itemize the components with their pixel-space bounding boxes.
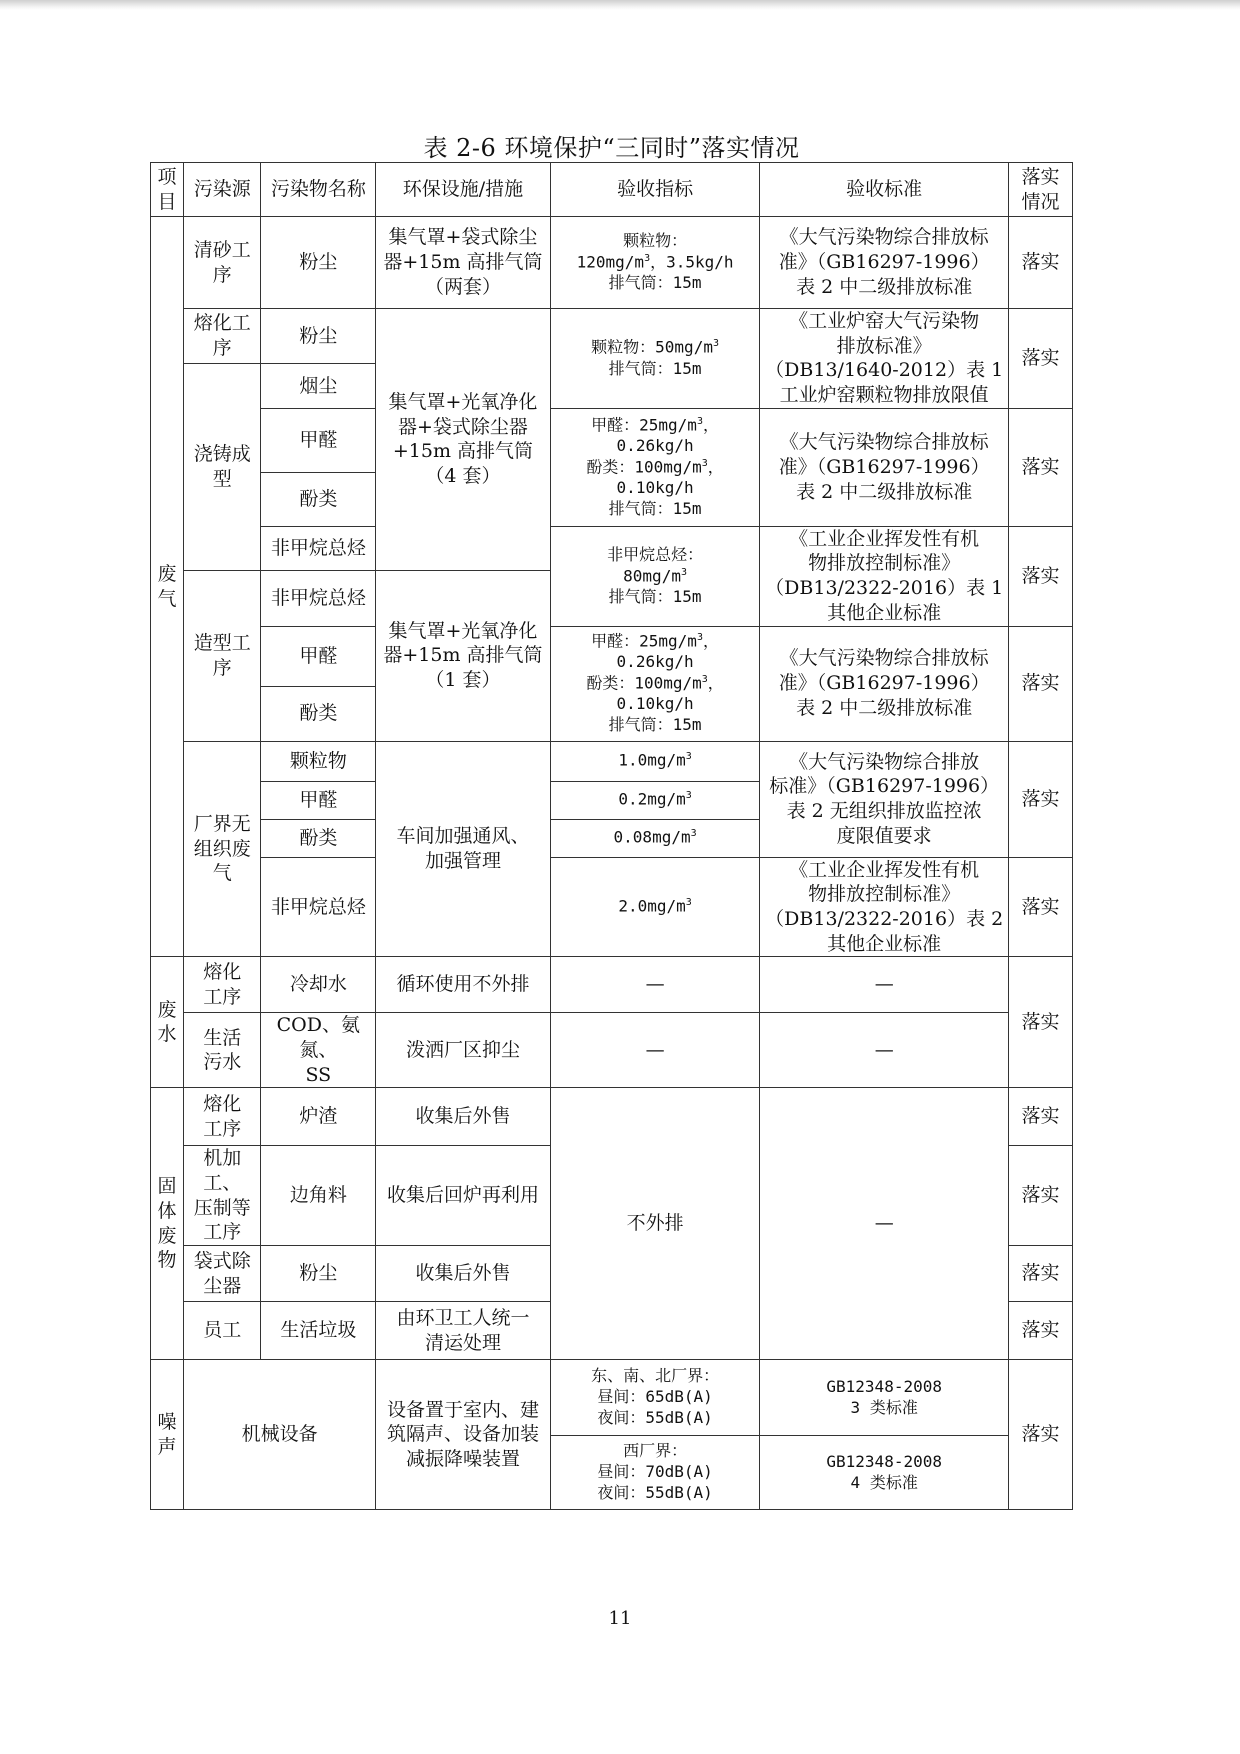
pollutant-cell: 烟尘 bbox=[261, 364, 376, 409]
indicator-cell: 颗粒物：$50mg/m^3$ 排气筒：15m bbox=[550, 309, 760, 409]
pollutant-cell: 粉尘 bbox=[261, 217, 376, 309]
facility-cell: 集气罩+光氧净化 器+袋式除尘器 +15m 高排气筒 （4 套） bbox=[376, 309, 550, 571]
pollutant-cell: 酚类 bbox=[261, 472, 376, 526]
pollutant-cell: 粉尘 bbox=[261, 1246, 376, 1302]
pollutant-cell: COD、氨氮、 SS bbox=[261, 1013, 376, 1088]
facility-cell: 收集后回炉再利用 bbox=[376, 1146, 550, 1246]
header-facility: 环保设施/措施 bbox=[376, 163, 550, 217]
facility-cell: 设备置于室内、建 筑隔声、设备加装 减振降噪装置 bbox=[376, 1360, 550, 1510]
pollutant-cell: 颗粒物 bbox=[261, 741, 376, 781]
status-cell: 落实 bbox=[1008, 1360, 1072, 1510]
standard-cell: 《大气污染物综合排放标 准》（GB16297-1996） 表 2 中二级排放标准 bbox=[760, 217, 1008, 309]
standard-cell: 《工业企业挥发性有机 物排放控制标准》 （DB13/2322-2016）表 2 其他企业标准 bbox=[760, 857, 1008, 957]
standard-cell: 《工业企业挥发性有机 物排放控制标准》 （DB13/2322-2016）表 1 其他企业标准 bbox=[760, 526, 1008, 626]
header-pollutant: 污染物名称 bbox=[261, 163, 376, 217]
pollutant-cell: 粉尘 bbox=[261, 309, 376, 364]
table-row bbox=[151, 1360, 1073, 1436]
pollutant-cell: 甲醛 bbox=[261, 408, 376, 472]
indicator-cell: 甲醛：$25mg/m^3$， 0.26kg/h 酚类：$100mg/m^3$， 0.10kg/h 排气筒：15m bbox=[550, 626, 760, 741]
table-row bbox=[151, 857, 1073, 957]
source-cell: 浇铸成 型 bbox=[184, 364, 261, 571]
category-water: 废水 bbox=[151, 957, 184, 1088]
source-cell: 员工 bbox=[184, 1302, 261, 1360]
facility-cell: 泼洒厂区抑尘 bbox=[376, 1013, 550, 1088]
status-cell: 落实 bbox=[1008, 309, 1072, 409]
standard-cell: — bbox=[760, 1088, 1008, 1360]
header-status: 落实 情况 bbox=[1008, 163, 1072, 217]
page-number: 11 bbox=[608, 1608, 632, 1629]
header-indicator: 验收指标 bbox=[550, 163, 760, 217]
source-cell: 机械设备 bbox=[184, 1360, 376, 1510]
pollutant-cell: 酚类 bbox=[261, 819, 376, 857]
table-row bbox=[151, 1013, 1073, 1088]
standard-cell: 《工业炉窑大气污染物 排放标准》 （DB13/1640-2012）表 1 工业炉窑颗粒物排放限值 bbox=[760, 309, 1008, 409]
indicator-cell: 东、南、北厂界： 昼间：65dB(A) 夜间：55dB(A) bbox=[550, 1360, 760, 1436]
category-noise: 噪声 bbox=[151, 1360, 184, 1510]
standard-cell: 《大气污染物综合排放 标准》（GB16297-1996） 表 2 无组织排放监控浓 度限值要求 bbox=[760, 741, 1008, 857]
acceptance-table bbox=[150, 162, 1073, 1510]
header-source: 污染源 bbox=[184, 163, 261, 217]
scan-edge bbox=[0, 0, 1240, 10]
facility-cell: 集气罩+袋式除尘 器+15m 高排气筒 （两套） bbox=[376, 217, 550, 309]
source-cell: 厂界无 组织废 气 bbox=[184, 741, 261, 957]
header-item: 项 目 bbox=[151, 163, 184, 217]
standard-cell: 《大气污染物综合排放标 准》（GB16297-1996） 表 2 中二级排放标准 bbox=[760, 408, 1008, 526]
pollutant-cell: 冷却水 bbox=[261, 957, 376, 1013]
facility-cell: 收集后外售 bbox=[376, 1088, 550, 1146]
pollutant-cell: 非甲烷总烃 bbox=[261, 526, 376, 570]
table-row bbox=[151, 408, 1073, 472]
standard-cell: — bbox=[760, 957, 1008, 1013]
pollutant-cell: 炉渣 bbox=[261, 1088, 376, 1146]
status-cell: 落实 bbox=[1008, 957, 1072, 1088]
indicator-cell: 颗粒物： $120mg/m^3$，3.5kg/h 排气筒：15m bbox=[550, 217, 760, 309]
status-cell: 落实 bbox=[1008, 1246, 1072, 1302]
indicator-cell: $1.0mg/m^3$ bbox=[550, 741, 760, 781]
table-row bbox=[151, 526, 1073, 570]
standard-cell: — bbox=[760, 1013, 1008, 1088]
indicator-cell: 西厂界： 昼间：70dB(A) 夜间：55dB(A) bbox=[550, 1436, 760, 1510]
pollutant-cell: 甲醛 bbox=[261, 781, 376, 819]
facility-cell: 循环使用不外排 bbox=[376, 957, 550, 1013]
table-caption: 表 2-6 环境保护“三同时”落实情况 bbox=[423, 134, 800, 162]
status-cell: 落实 bbox=[1008, 408, 1072, 526]
pollutant-cell: 边角料 bbox=[261, 1146, 376, 1246]
indicator-cell: $0.2mg/m^3$ bbox=[550, 781, 760, 819]
indicator-cell: — bbox=[550, 1013, 760, 1088]
status-cell: 落实 bbox=[1008, 217, 1072, 309]
category-solid: 固体 废物 bbox=[151, 1088, 184, 1360]
source-cell: 清砂工 序 bbox=[184, 217, 261, 309]
status-cell: 落实 bbox=[1008, 526, 1072, 626]
pollutant-cell: 非甲烷总烃 bbox=[261, 570, 376, 626]
indicator-cell: — bbox=[550, 957, 760, 1013]
status-cell: 落实 bbox=[1008, 1302, 1072, 1360]
source-cell: 生活 污水 bbox=[184, 1013, 261, 1088]
status-cell: 落实 bbox=[1008, 741, 1072, 857]
table-row bbox=[151, 217, 1073, 309]
indicator-cell: $2.0mg/m^3$ bbox=[550, 857, 760, 957]
category-gas: 废气 bbox=[151, 217, 184, 957]
facility-cell: 集气罩+光氧净化 器+15m 高排气筒 （1 套） bbox=[376, 570, 550, 741]
pollutant-cell: 甲醛 bbox=[261, 626, 376, 686]
table-row bbox=[151, 626, 1073, 686]
status-cell: 落实 bbox=[1008, 1146, 1072, 1246]
source-cell: 熔化工 序 bbox=[184, 309, 261, 364]
source-cell: 袋式除 尘器 bbox=[184, 1246, 261, 1302]
table-row bbox=[151, 309, 1073, 364]
facility-cell: 收集后外售 bbox=[376, 1246, 550, 1302]
standard-cell: GB12348-2008 3 类标准 bbox=[760, 1360, 1008, 1436]
pollutant-cell: 酚类 bbox=[261, 686, 376, 741]
header-standard: 验收标准 bbox=[760, 163, 1008, 217]
facility-cell: 由环卫工人统一 清运处理 bbox=[376, 1302, 550, 1360]
pollutant-cell: 非甲烷总烃 bbox=[261, 857, 376, 957]
source-cell: 熔化 工序 bbox=[184, 1088, 261, 1146]
source-cell: 熔化 工序 bbox=[184, 957, 261, 1013]
status-cell: 落实 bbox=[1008, 857, 1072, 957]
indicator-cell: $0.08mg/m^3$ bbox=[550, 819, 760, 857]
status-cell: 落实 bbox=[1008, 626, 1072, 741]
indicator-cell: 非甲烷总烃： $80mg/m^3$ 排气筒：15m bbox=[550, 526, 760, 626]
table-row bbox=[151, 957, 1073, 1013]
standard-cell: GB12348-2008 4 类标准 bbox=[760, 1436, 1008, 1510]
indicator-cell: 甲醛：$25mg/m^3$， 0.26kg/h 酚类：$100mg/m^3$， 0.10kg/h 排气筒：15m bbox=[550, 408, 760, 526]
standard-cell: 《大气污染物综合排放标 准》（GB16297-1996） 表 2 中二级排放标准 bbox=[760, 626, 1008, 741]
indicator-cell: 不外排 bbox=[550, 1088, 760, 1360]
table-row bbox=[151, 741, 1073, 781]
source-cell: 机加工、 压制等 工序 bbox=[184, 1146, 261, 1246]
facility-cell: 车间加强通风、 加强管理 bbox=[376, 741, 550, 957]
header-row bbox=[151, 163, 1073, 217]
table-row bbox=[151, 1088, 1073, 1146]
source-cell: 造型工 序 bbox=[184, 570, 261, 741]
status-cell: 落实 bbox=[1008, 1088, 1072, 1146]
pollutant-cell: 生活垃圾 bbox=[261, 1302, 376, 1360]
